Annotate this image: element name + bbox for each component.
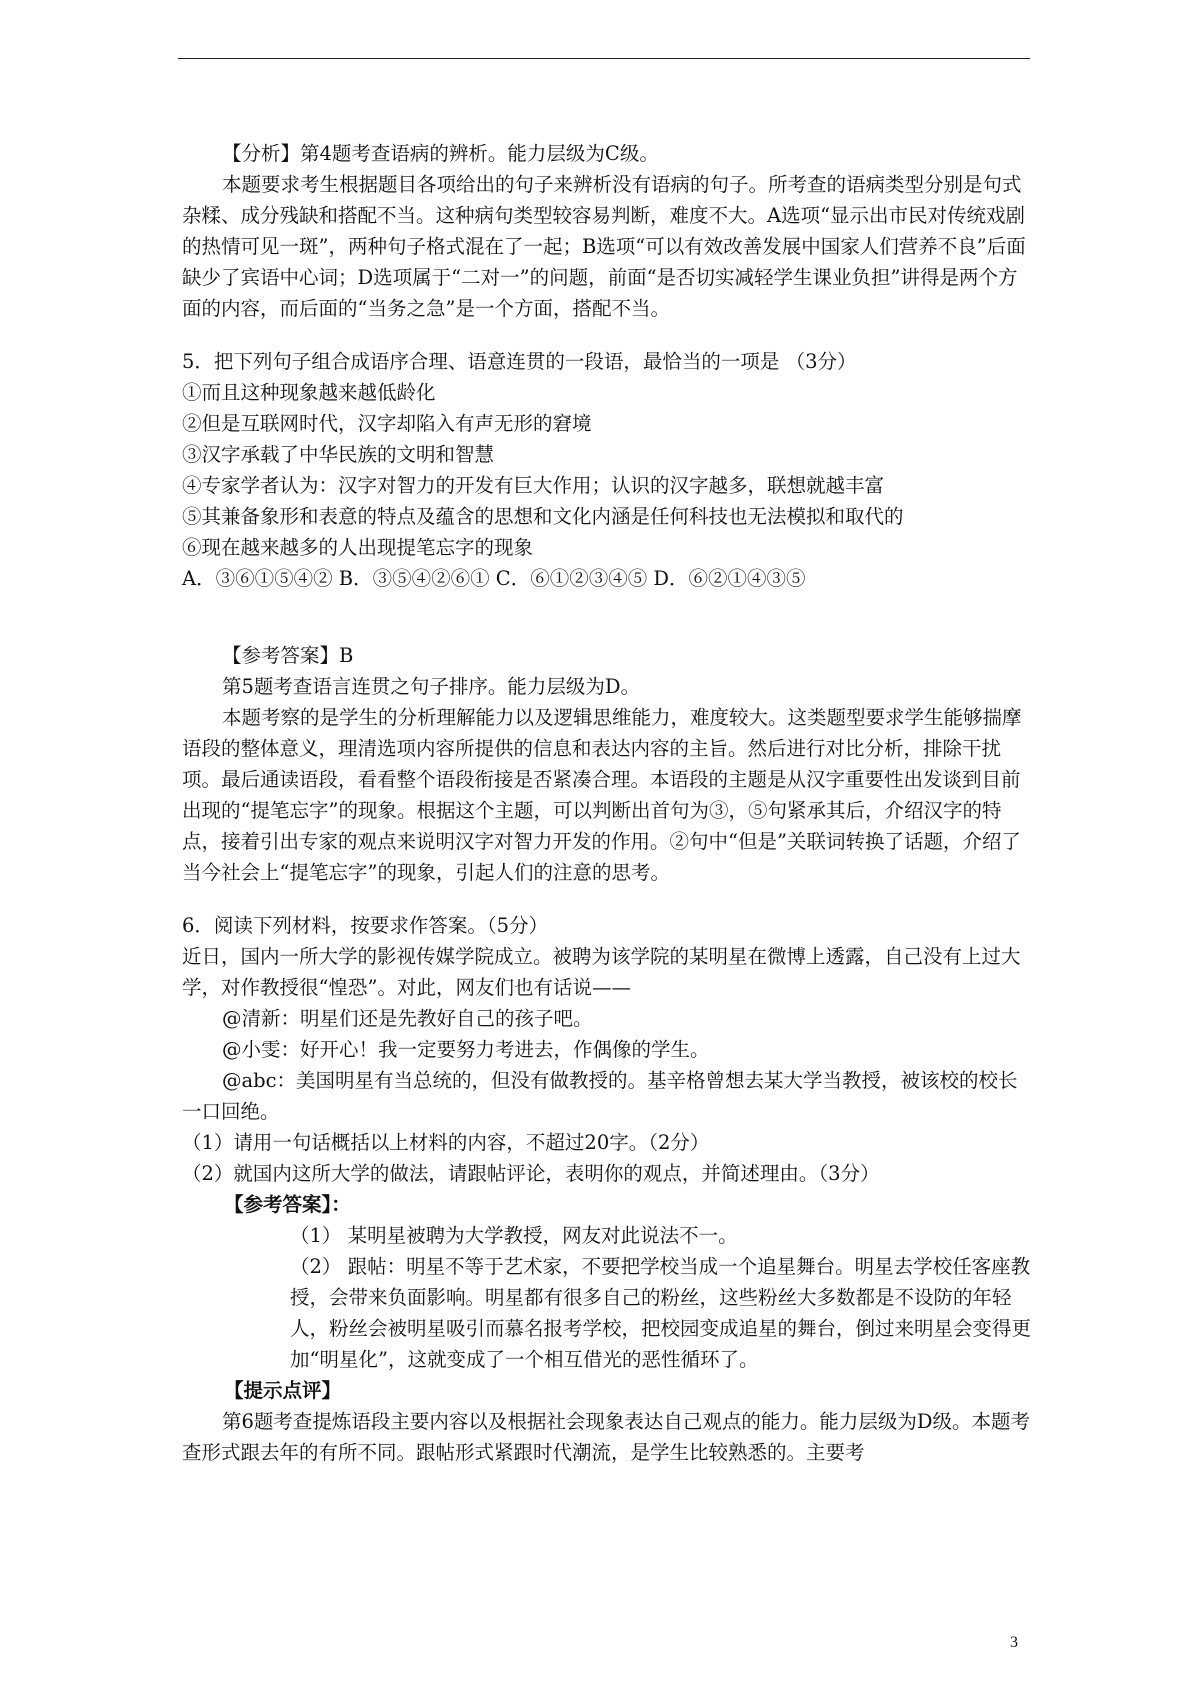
paragraph: ②但是互联网时代，汉字却陷入有声无形的窘境 [182,412,592,435]
paragraph: ①而且这种现象越来越低龄化 [182,381,436,404]
paragraph: 本题考察的是学生的分析理解能力以及逻辑思维能力，难度较大。这类题型要求学生能够揣摩语段的整体意义，理清选项内容所提供的信息和表达内容的主旨。然后进行对比分析，排除干扰项。最后通读语段，看看整个语段衔接是否紧凑合理。本语段的主题是从汉字重要性出发谈到目前出现的“提笔忘字”的现象。根据这个主题，可以判断出首句为③，⑤句紧承其后，介绍汉字的特点，接着引出专家的观点来说明汉字对智力开发的作用。②句中“但是”关联词转换了话题，介绍了当今社会上“提笔忘字”的现象，引起人们的注意的思考。 [182,706,1022,884]
paragraph: （1）请用一句话概括以上材料的内容，不超过20字。（2分） [182,1131,710,1154]
paragraph: 【分析】第4题考查语病的辨析。能力层级为C级。 [222,142,659,165]
paragraph: ⑤其兼备象形和表意的特点及蕴含的思想和文化内涵是任何科技也无法模拟和取代的 [182,505,904,528]
paragraph: 第6题考查提炼语段主要内容以及根据社会现象表达自己观点的能力。能力层级为D级。本题考查形式跟去年的有所不同。跟帖形式紧跟时代潮流，是学生比较熟悉的。主要考 [182,1410,1031,1464]
paragraph: 【参考答案】B [222,644,354,667]
paragraph: ④专家学者认为：汉字对智力的开发有巨大作用；认识的汉字越多，联想就越丰富 [182,474,885,497]
paragraph: 5．把下列句子组合成语序合理、语意连贯的一段语，最恰当的一项是 （3分） [182,350,857,373]
paragraph: @小雯：好开心！我一定要努力考进去，作偶像的学生。 [222,1038,710,1061]
paragraph: 【参考答案】： [224,1193,351,1216]
paragraph: 本题要求考生根据题目各项给出的句子来辨析没有语病的句子。所考查的语病类型分别是句式杂糅、成分残缺和搭配不当。这种病句类型较容易判断，难度不大。A选项“显示出市民对传统戏剧的热情可见一斑”，两种句子格式混在了一起；B选项“可以有效改善发展中国家人们营养不良”后面缺少了宾语中心词；D选项属于“二对一”的问题，前面“是否切实减轻学生课业负担”讲得是两个方面的内容，而后面的“当务之急”是一个方面，搭配不当。 [182,173,1026,320]
paragraph: A．③⑥①⑤④② B．③⑤④②⑥① C．⑥①②③④⑤ D．⑥②①④③⑤ [182,567,806,590]
page-number: 3 [1010,1634,1018,1651]
paragraph: @清新：明星们还是先教好自己的孩子吧。 [222,1007,593,1030]
paragraph: 第5题考查语言连贯之句子排序。能力层级为D。 [222,675,641,698]
paragraph: （1） 某明星被聘为大学教授，网友对此说法不一。 [290,1224,738,1247]
paragraph: （2）就国内这所大学的做法，请跟帖评论，表明你的观点，并简述理由。（3分） [182,1162,880,1185]
paragraph: （2） 跟帖：明星不等于艺术家，不要把学校当成一个追星舞台。明星去学校任客座教授，会带来负面影响。明星都有很多自己的粉丝，这些粉丝大多数都是不设防的年轻人，粉丝会被明星吸引而慕名报考学校，把校园变成追星的舞台，倒过来明星会变得更加“明星化”，这就变成了一个相互借光的恶性循环了。 [290,1255,1032,1371]
header-rule [178,58,1030,59]
paragraph: ③汉字承载了中华民族的文明和智慧 [182,443,495,466]
paragraph: 6．阅读下列材料，按要求作答案。（5分） [182,914,549,937]
paragraph: @abc：美国明星有当总统的，但没有做教授的。基辛格曾想去某大学当教授，被该校的校长一口回绝。 [182,1069,1018,1123]
page-body [182,138,1032,1468]
paragraph: 【提示点评】 [224,1379,342,1402]
paragraph: 近日，国内一所大学的影视传媒学院成立。被聘为该学院的某明星在微博上透露，自己没有上过大学，对作教授很“惶恐”。对此，网友们也有话说—— [182,945,1021,999]
paragraph: ⑥现在越来越多的人出现提笔忘字的现象 [182,536,534,559]
